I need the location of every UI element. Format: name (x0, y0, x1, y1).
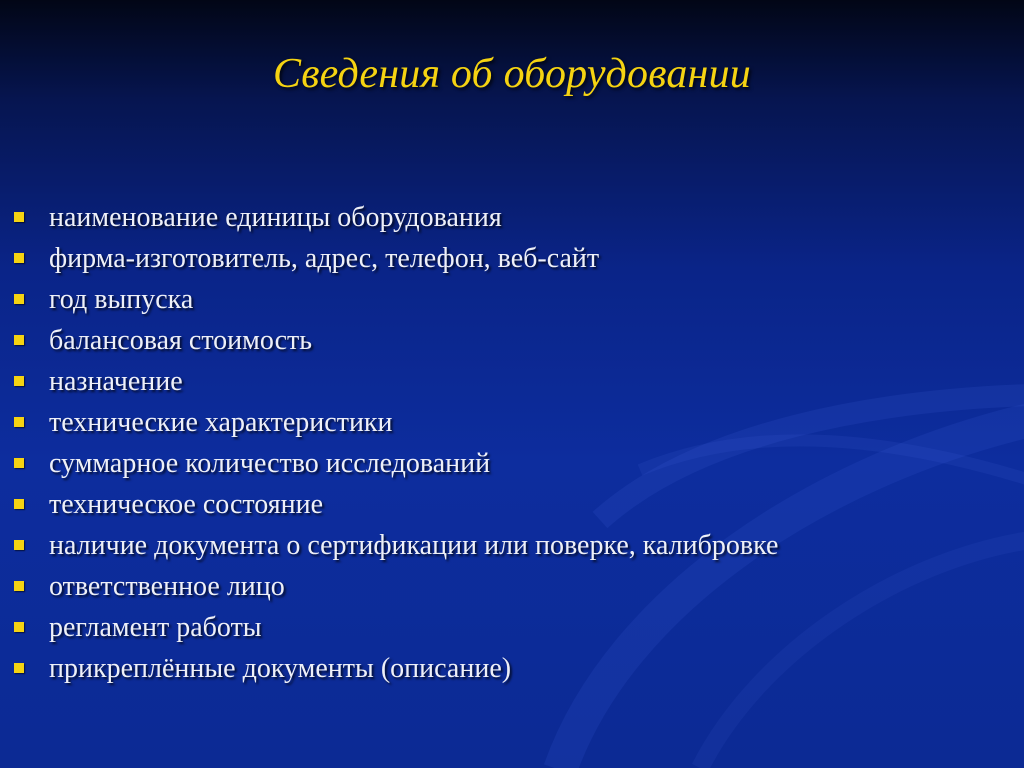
square-bullet-icon (14, 540, 24, 550)
square-bullet-icon (14, 212, 24, 222)
list-item (0, 320, 778, 361)
square-bullet-icon (14, 335, 24, 345)
square-bullet-icon (14, 622, 24, 632)
list-item (0, 525, 778, 566)
list-item-text: технические характеристики (49, 407, 393, 438)
list-item (0, 566, 778, 607)
list-item (0, 443, 778, 484)
list-item (0, 279, 778, 320)
list-item-text: год выпуска (49, 284, 194, 315)
list-item-text: регламент работы (49, 612, 262, 643)
square-bullet-icon (14, 376, 24, 386)
list-item (0, 197, 778, 238)
list-item (0, 607, 778, 648)
square-bullet-icon (14, 417, 24, 427)
list-item-text: ответственное лицо (49, 571, 285, 602)
equipment-info-list (0, 197, 778, 689)
list-item (0, 238, 778, 279)
slide-title: Сведения об оборудовании (273, 51, 751, 97)
list-item-text: техническое состояние (49, 489, 324, 520)
square-bullet-icon (14, 253, 24, 263)
list-item (0, 402, 778, 443)
list-item (0, 648, 778, 689)
list-item-text: суммарное количество исследований (49, 448, 491, 479)
square-bullet-icon (14, 663, 24, 673)
square-bullet-icon (14, 581, 24, 591)
list-item-text: наличие документа о сертификации или поверке, калибровке (49, 530, 779, 561)
list-item-text: прикреплённые документы (описание) (49, 653, 512, 684)
list-item (0, 484, 778, 525)
list-item-text: балансовая стоимость (49, 325, 313, 356)
list-item-text: фирма-изготовитель, адрес, телефон, веб-сайт (49, 243, 600, 274)
list-item-text: наименование единицы оборудования (49, 202, 502, 233)
square-bullet-icon (14, 294, 24, 304)
square-bullet-icon (14, 458, 24, 468)
list-item-text: назначение (49, 366, 183, 397)
square-bullet-icon (14, 499, 24, 509)
list-item (0, 361, 778, 402)
